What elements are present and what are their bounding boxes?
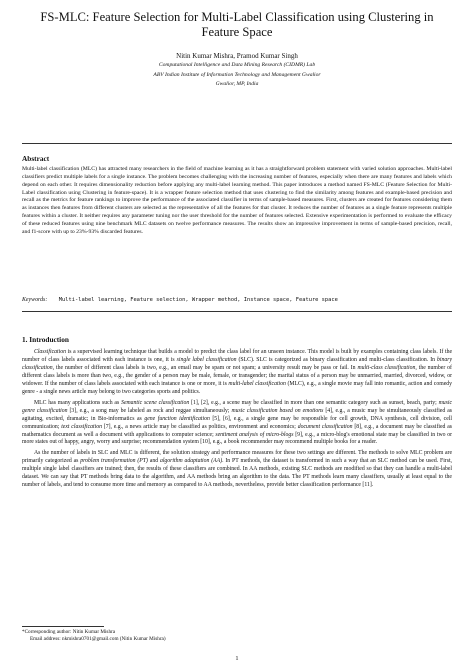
italic-term: document classification [297, 423, 353, 430]
italic-term: Classification [34, 349, 66, 355]
text-run: (MLC), e.g., a single movie may fall into romantic, action and comedy genre - a single news article may belong to two categories sports and politics. [22, 380, 452, 395]
italic-term: binary classification [22, 356, 452, 371]
paper-title: FS-MLC: Feature Selection for Multi-Label Classification using Clustering in Feature Space [40, 10, 434, 39]
intro-paragraph-2 [22, 400, 452, 448]
introduction-section [22, 335, 452, 493]
italic-term: Semantic scene classification [121, 399, 190, 406]
italic-term: text classification [61, 423, 102, 430]
text-run: MLC has many applications such as [34, 399, 122, 406]
footnote-corresponding: *Corresponding author: Nitin Kumar Mishra [22, 629, 116, 635]
author-block [20, 52, 454, 90]
text-run: [3], e.g., a song may be labeled as rock and reggae simultaneously; [67, 407, 232, 414]
footnote [22, 629, 452, 643]
text-run: is a supervised learning technique that builds a model to predict the class label for an unseen instance. This model is built by examples containing class labels. If the number of class labels associated with each instance is one, it is [22, 349, 452, 363]
page-number: 1 [235, 655, 239, 662]
affiliation-location: Gwalior, MP, India [215, 81, 259, 88]
abstract-heading: Abstract [22, 154, 50, 163]
italic-term: multi-class classification [357, 364, 416, 371]
text-run: [4], e.g., a music may be simultaneously classified as agitating, excited, dramatic; in Bio-informatics as [22, 407, 452, 422]
author-names: Nitin Kumar Mishra, Pramod Kumar Singh [176, 52, 298, 60]
bottom-divider [22, 311, 452, 312]
italic-term: algorithm adaptation (AA) [159, 458, 223, 465]
keywords-values: Multi-label learning, Feature selection, Wrapper method, Instance space, Feature space [58, 297, 338, 303]
text-run: (SLC). SLC is categorized as binary classification and multi-class classification. In [236, 356, 437, 363]
text-run: [9], e.g., a micro-blog's emotional state may be classified in two or more states out of happy, angry, worry and surprise; recommendation system [10], e.g., a book recommender may recommend multiple books for a reader. [22, 431, 452, 446]
intro-paragraph-3 [22, 450, 452, 490]
affiliation-lab: Computational Intelligence and Data Mining Research (CIDMR) Lab [158, 62, 316, 69]
text-run: [1], [2], e.g., a scene may be classified in more than one semantic category such as sunset, beach, party; [189, 399, 439, 406]
intro-paragraph-1 [22, 349, 452, 397]
text-run: . In PT methods, the dataset is transformed in such a way that an SLC method can be used. First, multiple single label classifiers are trained; then, the results of these classifiers are combined. In AA methods, existing SLC methods are modified so that they can handle a multi-label dataset. We can say that PT methods bring data to the algorithm, and AA methods bring an algorithm to the data. The PT methods learn many classifiers, usually at least equal to the number of labels, and tend to consume more time and memory as compared to AA methods, nevertheless, provide better classification performance [11]. [22, 458, 452, 489]
top-divider [22, 143, 452, 144]
italic-term: single label classification [176, 356, 237, 363]
keywords-line [22, 297, 452, 303]
text-run: , the number of different class labels is more than two, e.g., the gender of a person may be male, female, or transgender; the marital status of a person may be unmarried, married, divorced, widow, or widower. If the number of class labels associated with each instance is one or more, it is [22, 364, 452, 387]
text-run: [8], e.g., a document may be classified as mathematics document as well a document with applications to computer science; [22, 423, 452, 438]
footnote-divider [22, 626, 104, 627]
affiliation-institute: ABV Indian Institute of Information Technology and Management Gwalior [153, 71, 321, 78]
keywords-label: Keywords: [22, 297, 48, 303]
italic-term: gene function identification [144, 415, 210, 422]
introduction-heading: 1. Introduction [22, 335, 69, 344]
abstract-section [22, 154, 452, 237]
text-run: [5], [6], e.g., a single gene may be responsible for cell growth, DNA synthesis, cell division, cell communication; [22, 415, 452, 430]
footnote-email: Email address: nkmishra0701@gmail.com (Nitin Kumar Mishra) [30, 636, 166, 642]
italic-term: problem transformation (PT) [80, 458, 148, 465]
text-run: and [147, 458, 160, 465]
italic-term: multi-label classification [228, 380, 286, 387]
italic-term: music genre classification [22, 399, 452, 414]
text-run: As the number of labels in SLC and MLC is different, the solution strategy and performance measures for these two settings are different. The methods to solve MLC problem are primarily categorized as [22, 450, 452, 465]
text-run: , the number of different class labels is two, e.g., an email may be spam or not spam; a university result may be pass or fail. In [52, 364, 358, 371]
abstract-text: Multi-label classification (MLC) has attracted many researchers in the field of machine learning as it has a straightforward problem statement with varied solution approaches. Multi-label classifiers predict multiple labels for a single instance. The problem becomes challenging with the increasing number of features, especially when there are many features and labels which depend on each other. It requires dimensionality reduction before applying any multi-label learning method. This paper introduces a method named FS-MLC (Feature Selection for Multi-Label classification using Clustering in feature-space). It is a wrapper feature selection method that uses clustering to find the similarity among features and example-based precision and recall as the metrics for feature rankings to improve the performance of the associated classifier in terms of sample-based measures. First, clusters are created for features considering them as instances then features from different clusters are selected as the representative of all the features for that cluster. It reduces the number of features as a single feature represents multiple features within a cluster. It neither requires any parameter tuning nor the user threshold for the number of features selected. Extensive experimentation is performed to evaluate the efficacy of these reduced features using nine benchmark MLC datasets on twelve performance measures. The results show an impressive improvement in terms of sample-based precision, recall, and f1-score with up to 23%-93% discarded features. [22, 166, 452, 235]
text-run: [7], e.g., a news article may be classified as politics, environment and economics; [101, 423, 298, 430]
italic-term: music classification based on emotions [231, 407, 324, 414]
italic-term: sentiment analysis of micro-blogs [215, 431, 294, 438]
